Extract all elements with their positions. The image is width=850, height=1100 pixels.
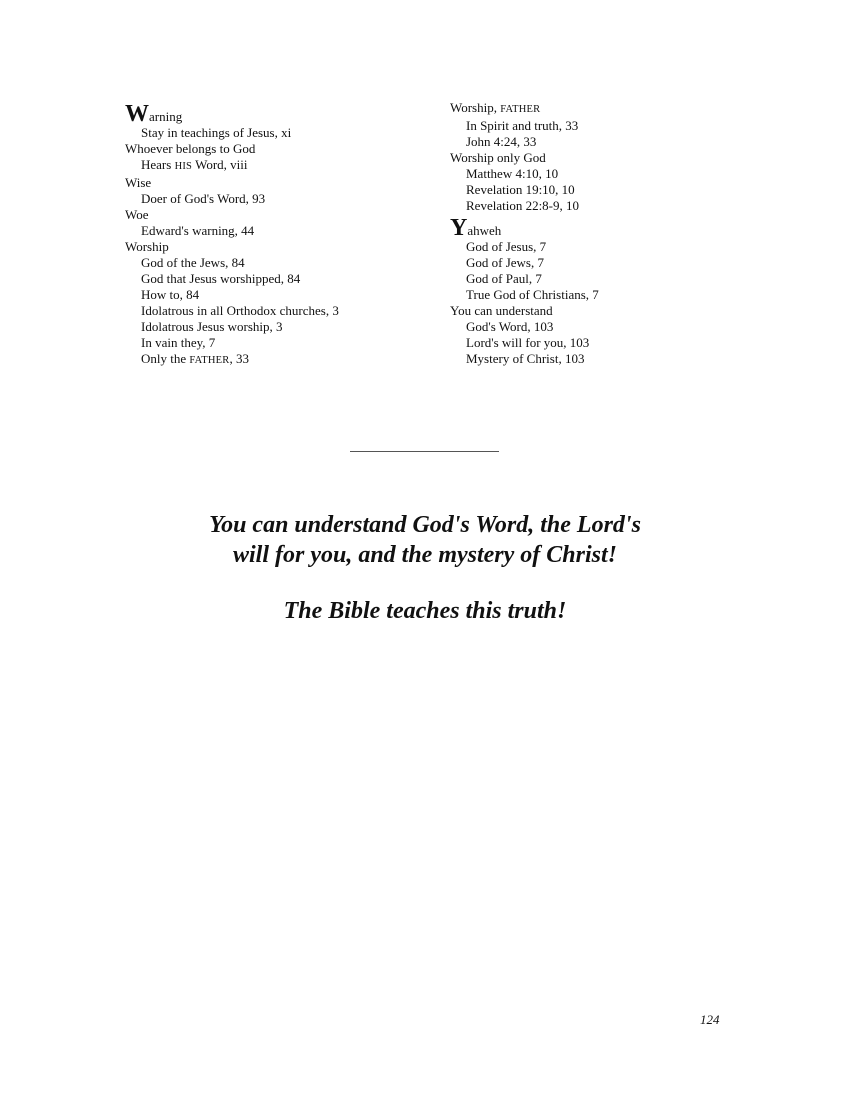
- index-entry: Worship: [125, 239, 169, 254]
- index-subentry: True God of Christians, 7: [466, 287, 599, 302]
- index-column-left: [125, 100, 425, 369]
- index-subentry: In Spirit and truth, 33: [466, 118, 579, 133]
- small-caps-text: FATHER: [189, 355, 230, 366]
- index-subentry: In vain they, 7: [141, 335, 216, 350]
- index-entry: Whoever belongs to God: [125, 141, 256, 156]
- closing-line: You can understand God's Word, the Lord's: [209, 512, 641, 538]
- index-letter-heading: [450, 215, 750, 241]
- index-column-right: [450, 100, 750, 367]
- section-divider: [350, 451, 499, 452]
- small-caps-text: HIS: [174, 161, 193, 172]
- index-subentry: Matthew 4:10, 10: [466, 166, 559, 181]
- index-subentry: Revelation 22:8-9, 10: [466, 198, 580, 213]
- index-entry: Worship only God: [450, 150, 546, 165]
- index-subentry: God of the Jews, 84: [141, 255, 245, 270]
- closing-line: will for you, and the mystery of Christ!: [232, 542, 618, 568]
- index-subentry: Revelation 19:10, 10: [466, 182, 575, 197]
- index-subentry: Lord's will for you, 103: [466, 335, 590, 350]
- index-subentry: John 4:24, 33: [466, 134, 537, 149]
- index-subentry: God that Jesus worshipped, 84: [141, 271, 301, 286]
- index-entry: Wise: [125, 175, 152, 190]
- index-entry: [450, 100, 750, 118]
- index-subentry: Doer of God's Word, 93: [141, 191, 266, 206]
- index-entry: Woe: [125, 207, 149, 222]
- index-subentry: God of Paul, 7: [466, 271, 542, 286]
- index-entry: You can understand: [450, 303, 553, 318]
- closing-tagline: The Bible teaches this truth!: [283, 598, 567, 624]
- closing-statement: [100, 510, 750, 570]
- index-subentry: Idolatrous Jesus worship, 3: [141, 319, 283, 334]
- index-subentry: [125, 351, 425, 369]
- entry-text: Worship,: [450, 100, 501, 115]
- index-entry: ahweh: [467, 223, 502, 238]
- index-subentry: Idolatrous in all Orthodox churches, 3: [141, 303, 339, 318]
- index-subentry: Stay in teachings of Jesus, xi: [141, 125, 292, 140]
- page-number: 124: [700, 1012, 720, 1027]
- small-caps-text: FATHER: [500, 104, 541, 115]
- drop-letter: W: [125, 101, 149, 127]
- index-subentry: Edward's warning, 44: [141, 223, 255, 238]
- index-letter-heading: [125, 101, 425, 127]
- subentry-text: , 33: [229, 351, 249, 366]
- index-subentry: God of Jesus, 7: [466, 239, 547, 254]
- index-subentry: How to, 84: [141, 287, 200, 302]
- index-subentry: [125, 157, 425, 175]
- subentry-text: Only the: [141, 351, 190, 366]
- index-subentry: God's Word, 103: [466, 319, 554, 334]
- index-entry: arning: [149, 109, 183, 124]
- index-subentry: God of Jews, 7: [466, 255, 544, 270]
- index-subentry: Mystery of Christ, 103: [466, 351, 585, 366]
- subentry-text: Word, viii: [192, 157, 248, 172]
- subentry-text: Hears: [141, 157, 175, 172]
- drop-letter: Y: [450, 215, 468, 241]
